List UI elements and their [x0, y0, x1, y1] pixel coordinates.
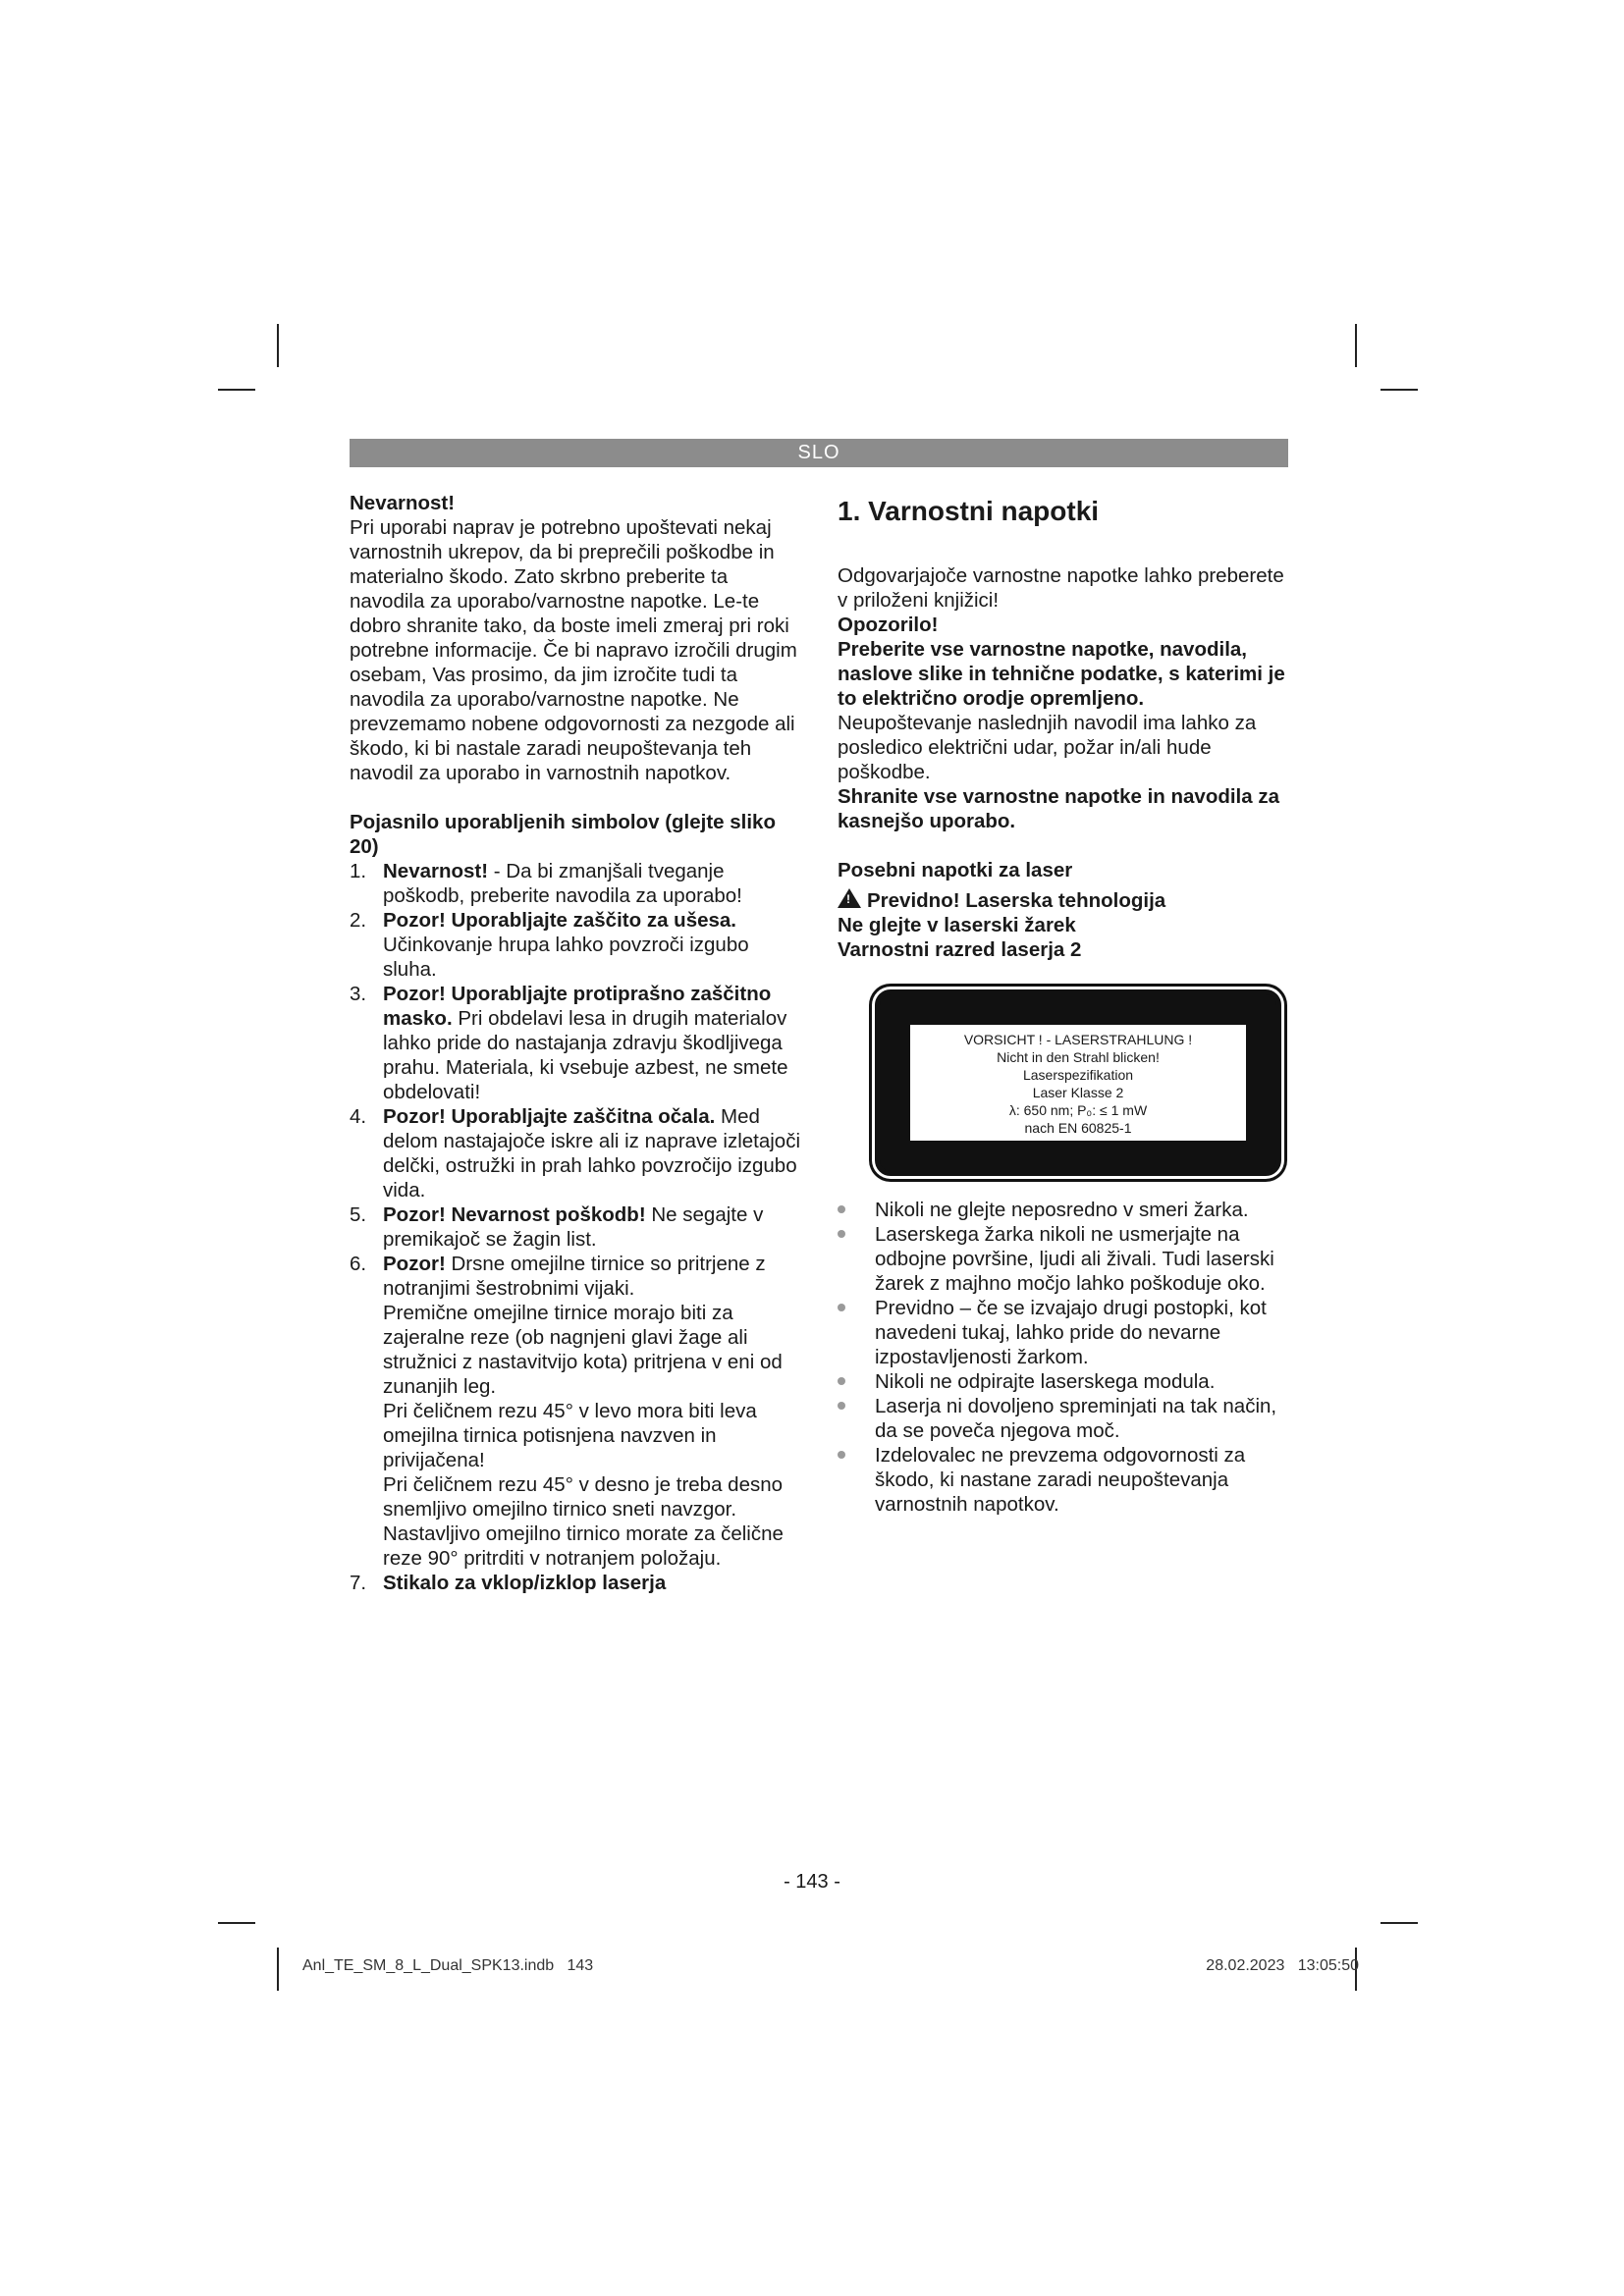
- label-line: λ: 650 nm; P₀: ≤ 1 mW: [1008, 1102, 1148, 1118]
- keep-instructions-text: Shranite vse varnostne napotke in navodila za kasnejšo uporabo.: [838, 785, 1279, 832]
- item-extra: Pri čeličnem rezu 45° v desno je treba desno snemljivo omejilno tirnico sneti navzgor. Nastavljivo omejilno tirnico morate za čelične reze 90° pritrditi v notranjem položaju.: [383, 1473, 784, 1570]
- list-item: Izdelovalec ne prevzema odgovornosti za škodo, ki nastane zaradi neupoštevanja varnostnih napotkov.: [838, 1443, 1291, 1517]
- list-item: Laserskega žarka nikoli ne usmerjajte na odbojne površine, ljudi ali živali. Tudi laserski žarek z majhno močjo lahko poškoduje oko.: [838, 1222, 1291, 1296]
- item-number: 7.: [350, 1572, 367, 1594]
- list-item: Previdno – če se izvajajo drugi postopki, kot navedeni tukaj, lahko pride do nevarne izpostavljenosti žarkom.: [838, 1296, 1291, 1369]
- item-bold: Pozor! Uporabljajte protiprašno zaščitno masko.: [383, 983, 772, 1030]
- item-extra: Pri čeličnem rezu 45° v levo mora biti leva omejilna tirnica potisnjena navzven in privijačena!: [383, 1400, 757, 1471]
- laser-warning-line: !Previdno! Laserska tehnologija: [838, 888, 1291, 913]
- list-item: [350, 1571, 803, 1595]
- item-number: 6.: [350, 1253, 367, 1275]
- laser-class-line: Varnostni razred laserja 2: [838, 938, 1082, 961]
- list-item: [350, 982, 803, 1104]
- danger-text: Pri uporabi naprav je potrebno upoštevati nekaj varnostnih ukrepov, da bi preprečili poškodbe in materialno škodo. Zato skrbno preberite ta navodila za uporabo/varnostne napotke. Le-te dobro shranite tako, da boste imeli zmeraj pri roki potrebne informacije. Če bi napravo izročili drugim osebam, Vas prosimo, da jim izročite tudi ta navodila za uporabo/varnostne napotke. Ne prevzemamo nobene odgovornosti za nezgode ali škodo, ki bi nastale zaradi neupoštevanja teh navodil za uporabo in varnostnih napotkov.: [350, 516, 797, 784]
- laser-section-title: Posebni napotki za laser: [838, 859, 1073, 881]
- item-text: Med delom nastajajoče iskre ali iz naprave izletajoči delčki, ostružki in prah lahko povzročijo izgubo vida.: [383, 1105, 801, 1201]
- section-title: 1. Varnostni napotki: [838, 496, 1100, 526]
- crop-mark: [218, 389, 255, 391]
- list-item: [350, 908, 803, 982]
- danger-title: Nevarnost!: [350, 492, 456, 514]
- list-item: Nikoli ne odpirajte laserskega modula.: [838, 1369, 1291, 1394]
- footer-timestamp: 28.02.2023 13:05:50: [1206, 1957, 1359, 1974]
- item-bold: Pozor! Uporabljajte zaščitna očala.: [383, 1105, 716, 1128]
- page-number: - 143 -: [784, 1871, 840, 1893]
- item-text: Učinkovanje hrupa lahko povzroči izgubo sluha.: [383, 934, 749, 981]
- laser-warning-line: Ne glejte v laserski žarek: [838, 914, 1076, 936]
- crop-mark: [1380, 1922, 1418, 1924]
- laser-warning-label: [875, 989, 1281, 1176]
- right-column: [838, 491, 1291, 1517]
- symbols-title: Pojasnilo uporabljenih simbolov (glejte sliko 20): [350, 811, 776, 858]
- item-number: 5.: [350, 1203, 367, 1226]
- language-header-bar: SLO: [350, 439, 1288, 467]
- crop-mark: [1355, 324, 1357, 367]
- item-text: - Da bi zmanjšali tveganje poškodb, preberite navodila za uporabo!: [383, 860, 742, 907]
- label-line: Nicht in den Strahl blicken!: [997, 1049, 1160, 1065]
- item-text: Pri obdelavi lesa in drugih materialov lahko pride do nastajanja zdravju škodljivega prahu. Materiala, ki vsebuje azbest, ne smete obdelovati!: [383, 1007, 788, 1103]
- item-number: 2.: [350, 909, 367, 932]
- list-item: [350, 1202, 803, 1252]
- item-number: 4.: [350, 1105, 367, 1128]
- label-line: Laser Klasse 2: [1032, 1085, 1124, 1100]
- footer-file-info: Anl_TE_SM_8_L_Dual_SPK13.indb 143: [302, 1957, 594, 1974]
- warning-triangle-icon: [838, 888, 861, 908]
- item-number: 1.: [350, 860, 367, 882]
- item-bold: Pozor!: [383, 1253, 446, 1275]
- symbols-list: [350, 859, 803, 1595]
- item-bold: Pozor! Nevarnost poškodb!: [383, 1203, 646, 1226]
- warning-bold-text: Preberite vse varnostne napotke, navodila, naslove slike in tehnične podatke, s katerimi je to električno orodje opremljeno.: [838, 638, 1285, 710]
- item-text: Drsne omejilne tirnice so pritrjene z notranjimi šestrobnimi vijaki.: [383, 1253, 766, 1300]
- crop-mark: [218, 1922, 255, 1924]
- item-bold: Stikalo za vklop/izklop laserja: [383, 1572, 667, 1594]
- list-item: [350, 1104, 803, 1202]
- laser-bullet-list: [838, 1198, 1291, 1517]
- crop-mark: [1380, 389, 1418, 391]
- label-line: nach EN 60825-1: [1024, 1120, 1132, 1136]
- label-line: Laserspezifikation: [1022, 1067, 1134, 1083]
- left-column: [350, 491, 803, 1595]
- crop-mark: [277, 1948, 279, 1991]
- item-bold: Pozor! Uporabljajte zaščito za ušesa.: [383, 909, 736, 932]
- label-line: VORSICHT ! - LASERSTRAHLUNG !: [963, 1032, 1193, 1047]
- intro-text: Odgovarjajoče varnostne napotke lahko preberete v priloženi knjižici!: [838, 564, 1284, 612]
- item-text: Ne segajte v premikajoč se žagin list.: [383, 1203, 764, 1251]
- list-item: Laserja ni dovoljeno spreminjati na tak način, da se poveča njegova moč.: [838, 1394, 1291, 1443]
- item-number: 3.: [350, 983, 367, 1005]
- item-extra: Premične omejilne tirnice morajo biti za zajeralne reze (ob nagnjeni glavi žage ali stružnici z nastavitvijo kota) pritrjena v eni od zunanjih leg.: [383, 1302, 783, 1398]
- warning-text: Neupoštevanje naslednjih navodil ima lahko za posledico električni udar, požar in/ali hude poškodbe.: [838, 712, 1257, 783]
- list-item: Nikoli ne glejte neposredno v smeri žarka.: [838, 1198, 1291, 1222]
- list-item: [350, 859, 803, 908]
- warning-label: Opozorilo!: [838, 614, 939, 636]
- crop-mark: [277, 324, 279, 367]
- list-item: [350, 1252, 803, 1571]
- item-bold: Nevarnost!: [383, 860, 489, 882]
